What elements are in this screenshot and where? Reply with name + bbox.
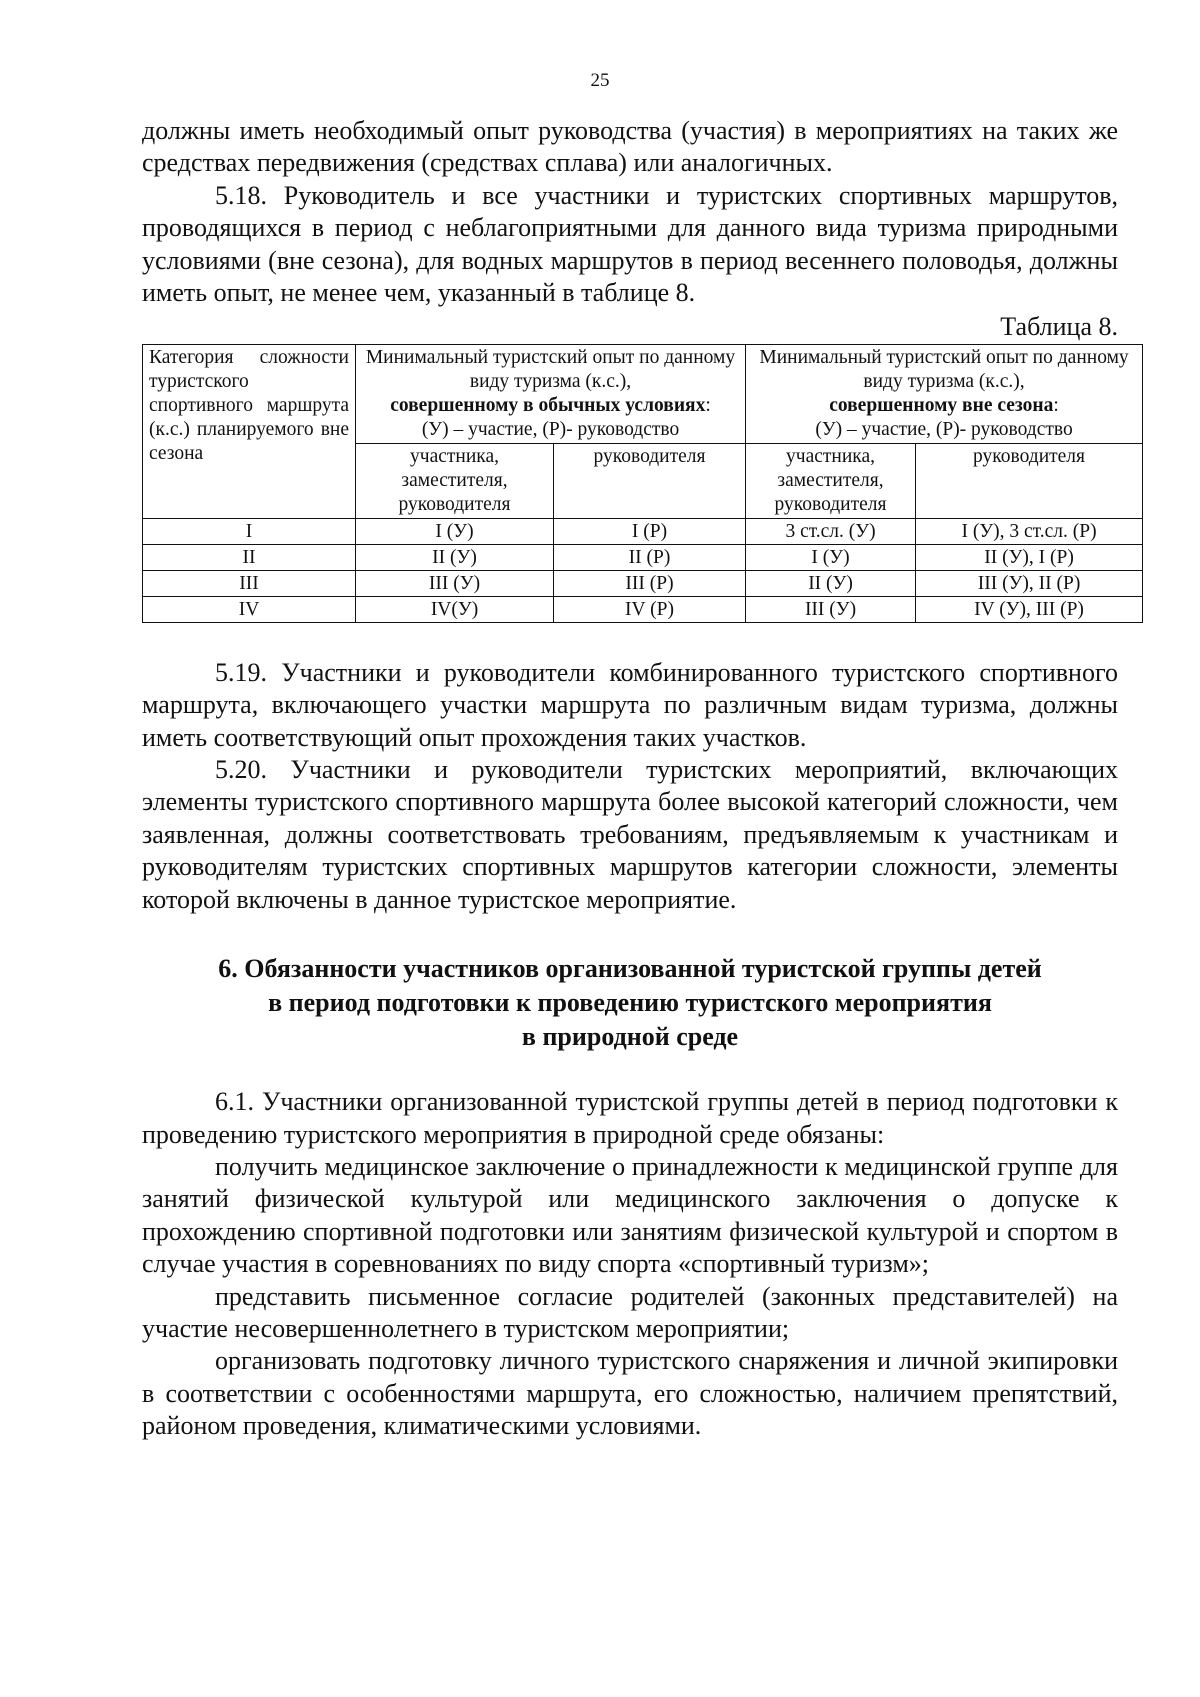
subheader-leader-offseason: руководителя [916, 443, 1143, 518]
table-row [143, 544, 1143, 570]
table-row [143, 596, 1143, 622]
table-cell: I (У), 3 ст.сл. (Р) [916, 518, 1143, 544]
subheader-participant-offseason: участника, заместителя, руководителя [746, 443, 916, 518]
header-group-normal-colon: : [705, 394, 711, 416]
table-cell: II (У), I (Р) [916, 544, 1143, 570]
header-category: Категория сложности туристского спортивного маршрута (к.с.) планируемого вне сезона [143, 344, 356, 518]
table-row [143, 518, 1143, 544]
table-cell: 3 ст.сл. (У) [746, 518, 916, 544]
header-group-normal-legend: (У) – участие, (Р)- руководство [421, 418, 680, 440]
list-item-equipment: организовать подготовку личного туристского снаряжения и личной экипировки в соответствии с особенностями маршрута, его сложностью, наличием препятствий, районом проведения, климатическими условиями. [142, 1346, 1118, 1441]
spacer [142, 623, 1118, 657]
document-body [142, 115, 1129, 1443]
table-cell: I (У) [356, 518, 554, 544]
paragraph-5-20: 5.20. Участники и руководители туристских мероприятий, включающих элементы туристского спортивного маршрута более высокой категорий сложности, чем заявленная, должны соответствовать требованиям, предъявляемым к участникам и руководителям туристских спортивных маршрутов категории сложности, элементы которой включены в данное туристское мероприятие. [142, 755, 1118, 914]
table-cell: III (У) [356, 570, 554, 596]
list-item-consent: представить письменное согласие родителей (законных представителей) на участие несовершеннолетнего в туристском мероприятии; [142, 1281, 1118, 1343]
table-caption: Таблица 8. [1000, 312, 1118, 342]
paragraph-6-1: 6.1. Участники организованной туристской группы детей в период подготовки к проведению туристского мероприятия в природной среде обязаны: [142, 1087, 1118, 1149]
page-number: 25 [590, 70, 610, 91]
paragraph-continuation: должны иметь необходимый опыт руководства (участия) в мероприятиях на таких же средствах передвижения (средствах сплава) или аналогичных. [142, 116, 1118, 178]
header-group-offseason-legend: (У) – участие, (Р)- руководство [815, 418, 1073, 440]
table-cell: II (Р) [554, 544, 746, 570]
table-cell: IV [143, 596, 356, 622]
table-cell: II [143, 544, 356, 570]
subheader-participant-normal: участника, заместителя, руководителя [356, 443, 554, 518]
table-cell: I (У) [746, 544, 916, 570]
table-cell: II (У) [746, 570, 916, 596]
header-group-normal-bold: совершенному в обычных условиях [390, 394, 706, 416]
list-item-medical: получить медицинское заключение о принадлежности к медицинской группе для занятий физической культурой или медицинского заключения о допуске к прохождению спортивной подготовки или занятиям физической культурой и спортом в случае участия в соревнованиях по виду спорта «спортивный туризм»; [142, 1151, 1118, 1279]
table-cell: III (У), II (Р) [916, 570, 1143, 596]
header-group-normal-text: Минимальный туристский опыт по данному виду туризма (к.с.), [365, 346, 736, 392]
header-group-offseason-colon: : [1053, 394, 1059, 416]
header-group-offseason-text: Минимальный туристский опыт по данному виду туризма (к.с.), [759, 346, 1129, 392]
table-cell: IV (У), III (Р) [916, 596, 1143, 622]
table-cell: II (У) [356, 544, 554, 570]
section-heading-line-3: в природной среде [521, 1022, 739, 1052]
header-group-offseason [746, 344, 1143, 443]
table-cell: IV (Р) [554, 596, 746, 622]
section-heading-line-1: 6. Обязанности участников организованной туристской группы детей [218, 954, 1042, 984]
table-cell: III (У) [746, 596, 916, 622]
table-cell: III (Р) [554, 570, 746, 596]
table-header-row [143, 344, 1143, 443]
section-heading-line-2: в период подготовки к проведению туристского мероприятия [268, 988, 992, 1018]
subheader-leader-normal: руководителя [554, 443, 746, 518]
experience-table [142, 344, 1143, 623]
table-row [143, 570, 1143, 596]
table-cell: IV(У) [356, 596, 554, 622]
header-group-offseason-bold: совершенному вне сезона [829, 394, 1054, 416]
table-cell: III [143, 570, 356, 596]
paragraph-5-19: 5.19. Участники и руководители комбинированного туристского спортивного маршрута, включающего участки маршрута по различным видам туризма, должны иметь соответствующий опыт прохождения таких участков. [142, 657, 1118, 752]
section-heading [142, 952, 1118, 1054]
table-cell: I (Р) [554, 518, 746, 544]
table-cell: I [143, 518, 356, 544]
header-group-normal [356, 344, 746, 443]
paragraph-5-18: 5.18. Руководитель и все участники и туристских спортивных маршрутов, проводящихся в период с неблагоприятными для данного вида туризма природными условиями (вне сезона), для водных маршрутов в период весеннего половодья, должны иметь опыт, не менее чем, указанный в таблице 8. [142, 180, 1118, 308]
